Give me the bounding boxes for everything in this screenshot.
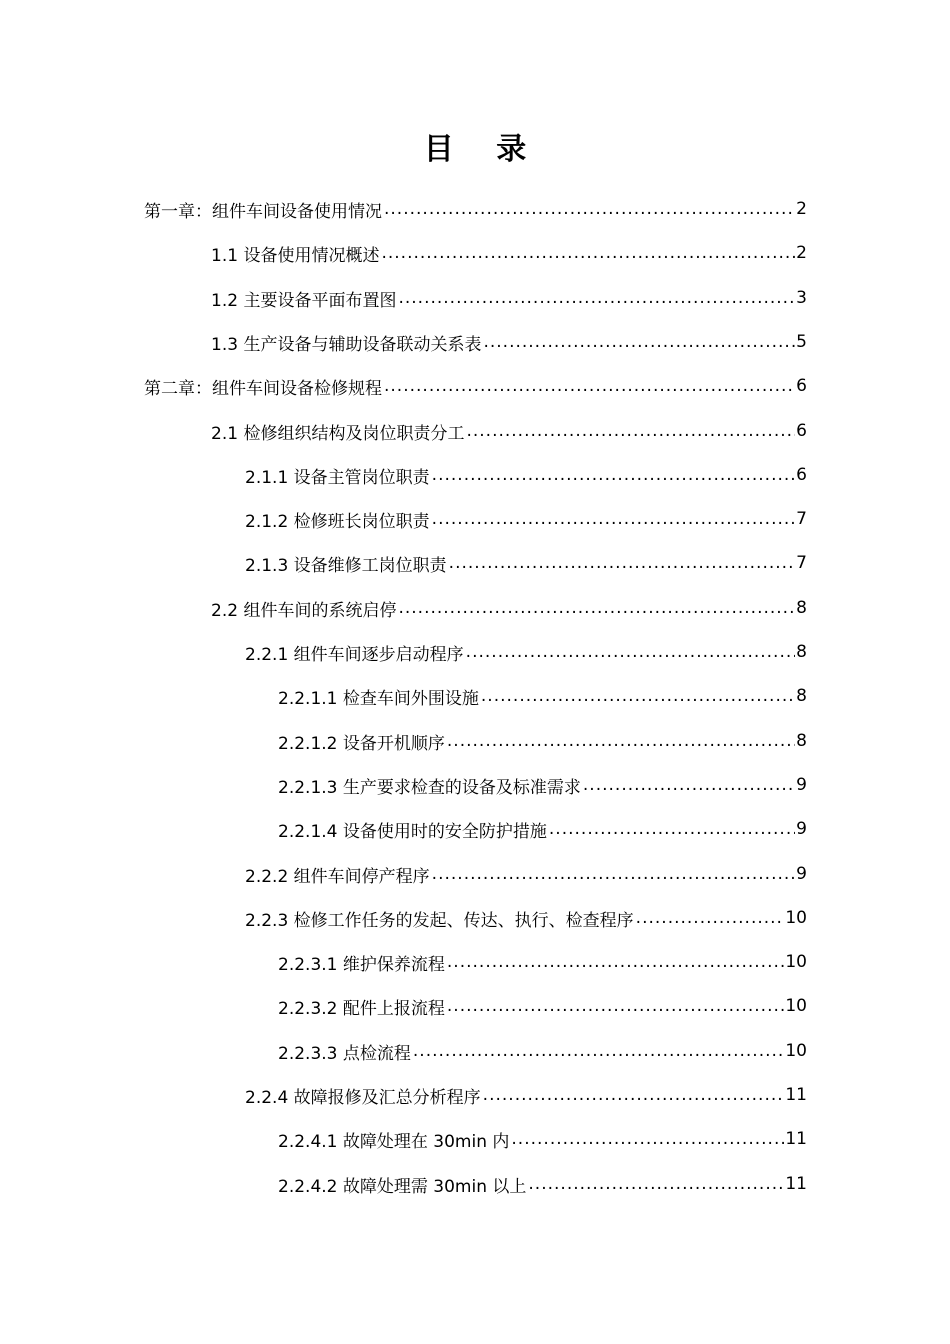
toc-entry-label: 1.1 设备使用情况概述 bbox=[211, 245, 380, 266]
toc-page-number: 8 bbox=[796, 598, 807, 618]
toc-leader-dots bbox=[549, 819, 795, 839]
toc-entry[interactable] bbox=[278, 984, 807, 1028]
toc-entry[interactable] bbox=[211, 409, 807, 453]
toc-entry[interactable] bbox=[245, 852, 807, 896]
toc-page-number: 10 bbox=[785, 1041, 807, 1061]
toc-entry-label: 2.2.4.2 故障处理需 30min 以上 bbox=[278, 1176, 527, 1197]
toc-leader-dots bbox=[583, 775, 795, 795]
toc-entry[interactable] bbox=[144, 364, 807, 408]
toc-leader-dots bbox=[466, 421, 795, 441]
toc-leader-dots bbox=[432, 864, 796, 884]
toc-entry[interactable] bbox=[278, 1029, 807, 1073]
toc-page-number: 3 bbox=[796, 288, 807, 308]
toc-entry[interactable] bbox=[278, 1162, 807, 1206]
toc-entry[interactable] bbox=[211, 276, 807, 320]
toc-entry-label: 2.2.1.1 检查车间外围设施 bbox=[278, 688, 479, 709]
toc-entry[interactable] bbox=[245, 453, 807, 497]
toc-leader-dots bbox=[466, 642, 796, 662]
toc-entry[interactable] bbox=[278, 1117, 807, 1161]
toc-leader-dots bbox=[636, 908, 785, 928]
toc-page-number: 8 bbox=[796, 642, 807, 662]
toc-leader-dots bbox=[447, 952, 784, 972]
toc-page-number: 8 bbox=[796, 731, 807, 751]
toc-entry-label: 2.2.1.3 生产要求检查的设备及标准需求 bbox=[278, 777, 581, 798]
toc-entry-label: 2.2 组件车间的系统启停 bbox=[211, 600, 397, 621]
toc-page-number: 2 bbox=[796, 243, 807, 263]
toc-page-number: 7 bbox=[796, 509, 807, 529]
toc-leader-dots bbox=[483, 1085, 785, 1105]
toc-entry[interactable] bbox=[278, 807, 807, 851]
toc-entry-label: 2.2.3.3 点检流程 bbox=[278, 1043, 411, 1064]
toc-entry[interactable] bbox=[245, 497, 807, 541]
toc-leader-dots bbox=[384, 199, 795, 219]
toc-entry[interactable] bbox=[245, 630, 807, 674]
toc-page-number: 9 bbox=[796, 864, 807, 884]
toc-entry-label: 1.2 主要设备平面布置图 bbox=[211, 290, 397, 311]
toc-entry[interactable] bbox=[245, 1073, 807, 1117]
toc-entry[interactable] bbox=[278, 674, 807, 718]
toc-entry-label: 第一章：组件车间设备使用情况 bbox=[144, 201, 382, 222]
toc-page-number: 7 bbox=[796, 553, 807, 573]
toc-entry-label: 2.1 检修组织结构及岗位职责分工 bbox=[211, 423, 465, 444]
toc-leader-dots bbox=[511, 1129, 784, 1149]
toc-entry[interactable] bbox=[278, 940, 807, 984]
toc-entry-label: 2.2.4 故障报修及汇总分析程序 bbox=[245, 1087, 481, 1108]
toc-entry-label: 2.2.3.2 配件上报流程 bbox=[278, 998, 445, 1019]
toc-entry-label: 第二章：组件车间设备检修规程 bbox=[144, 378, 382, 399]
toc-entry[interactable] bbox=[211, 320, 807, 364]
toc-page-number: 6 bbox=[796, 376, 807, 396]
toc-leader-dots bbox=[432, 465, 796, 485]
toc-leader-dots bbox=[481, 686, 795, 706]
toc-leader-dots bbox=[398, 598, 795, 618]
toc-title: 目 录 bbox=[423, 132, 543, 167]
toc-leader-dots bbox=[398, 288, 795, 308]
toc-entry[interactable] bbox=[144, 187, 807, 231]
toc-entry[interactable] bbox=[211, 586, 807, 630]
toc-page-number: 6 bbox=[796, 465, 807, 485]
toc-leader-dots bbox=[432, 509, 796, 529]
toc-page-number: 11 bbox=[785, 1085, 807, 1105]
toc-entry-label: 1.3 生产设备与辅助设备联动关系表 bbox=[211, 334, 482, 355]
toc-entry-label: 2.1.2 检修班长岗位职责 bbox=[245, 511, 430, 532]
toc-entry-label: 2.2.1 组件车间逐步启动程序 bbox=[245, 644, 464, 665]
toc-page-number: 10 bbox=[785, 908, 807, 928]
toc-entry[interactable] bbox=[245, 896, 807, 940]
toc-entry[interactable] bbox=[245, 541, 807, 585]
toc-leader-dots bbox=[447, 996, 784, 1016]
toc-entry-label: 2.1.3 设备维修工岗位职责 bbox=[245, 555, 447, 576]
toc-leader-dots bbox=[483, 332, 795, 352]
toc-entry-label: 2.2.3.1 维护保养流程 bbox=[278, 954, 445, 975]
toc-page-number: 10 bbox=[785, 996, 807, 1016]
toc-leader-dots bbox=[447, 731, 795, 751]
toc-leader-dots bbox=[528, 1174, 784, 1194]
toc-page-number: 9 bbox=[796, 819, 807, 839]
toc-entry-label: 2.2.1.2 设备开机顺序 bbox=[278, 733, 445, 754]
toc-page-number: 6 bbox=[796, 421, 807, 441]
toc-page-number: 11 bbox=[785, 1129, 807, 1149]
toc-entry-label: 2.2.3 检修工作任务的发起、传达、执行、检查程序 bbox=[245, 910, 634, 931]
toc-page-number: 8 bbox=[796, 686, 807, 706]
toc-page-number: 10 bbox=[785, 952, 807, 972]
toc-page-number: 5 bbox=[796, 332, 807, 352]
toc-page-number: 9 bbox=[796, 775, 807, 795]
toc-entry-label: 2.2.2 组件车间停产程序 bbox=[245, 866, 430, 887]
toc-page-number: 11 bbox=[785, 1174, 807, 1194]
toc-entry[interactable] bbox=[211, 231, 807, 275]
toc-leader-dots bbox=[449, 553, 796, 573]
toc-entry-label: 2.2.1.4 设备使用时的安全防护措施 bbox=[278, 821, 547, 842]
toc-entry-label: 2.1.1 设备主管岗位职责 bbox=[245, 467, 430, 488]
toc-entry[interactable] bbox=[278, 719, 807, 763]
toc-leader-dots bbox=[381, 243, 795, 263]
toc-leader-dots bbox=[413, 1041, 784, 1061]
toc-entry[interactable] bbox=[278, 763, 807, 807]
toc-entry-label: 2.2.4.1 故障处理在 30min 内 bbox=[278, 1131, 510, 1152]
toc-page-number: 2 bbox=[796, 199, 807, 219]
toc-leader-dots bbox=[384, 376, 795, 396]
